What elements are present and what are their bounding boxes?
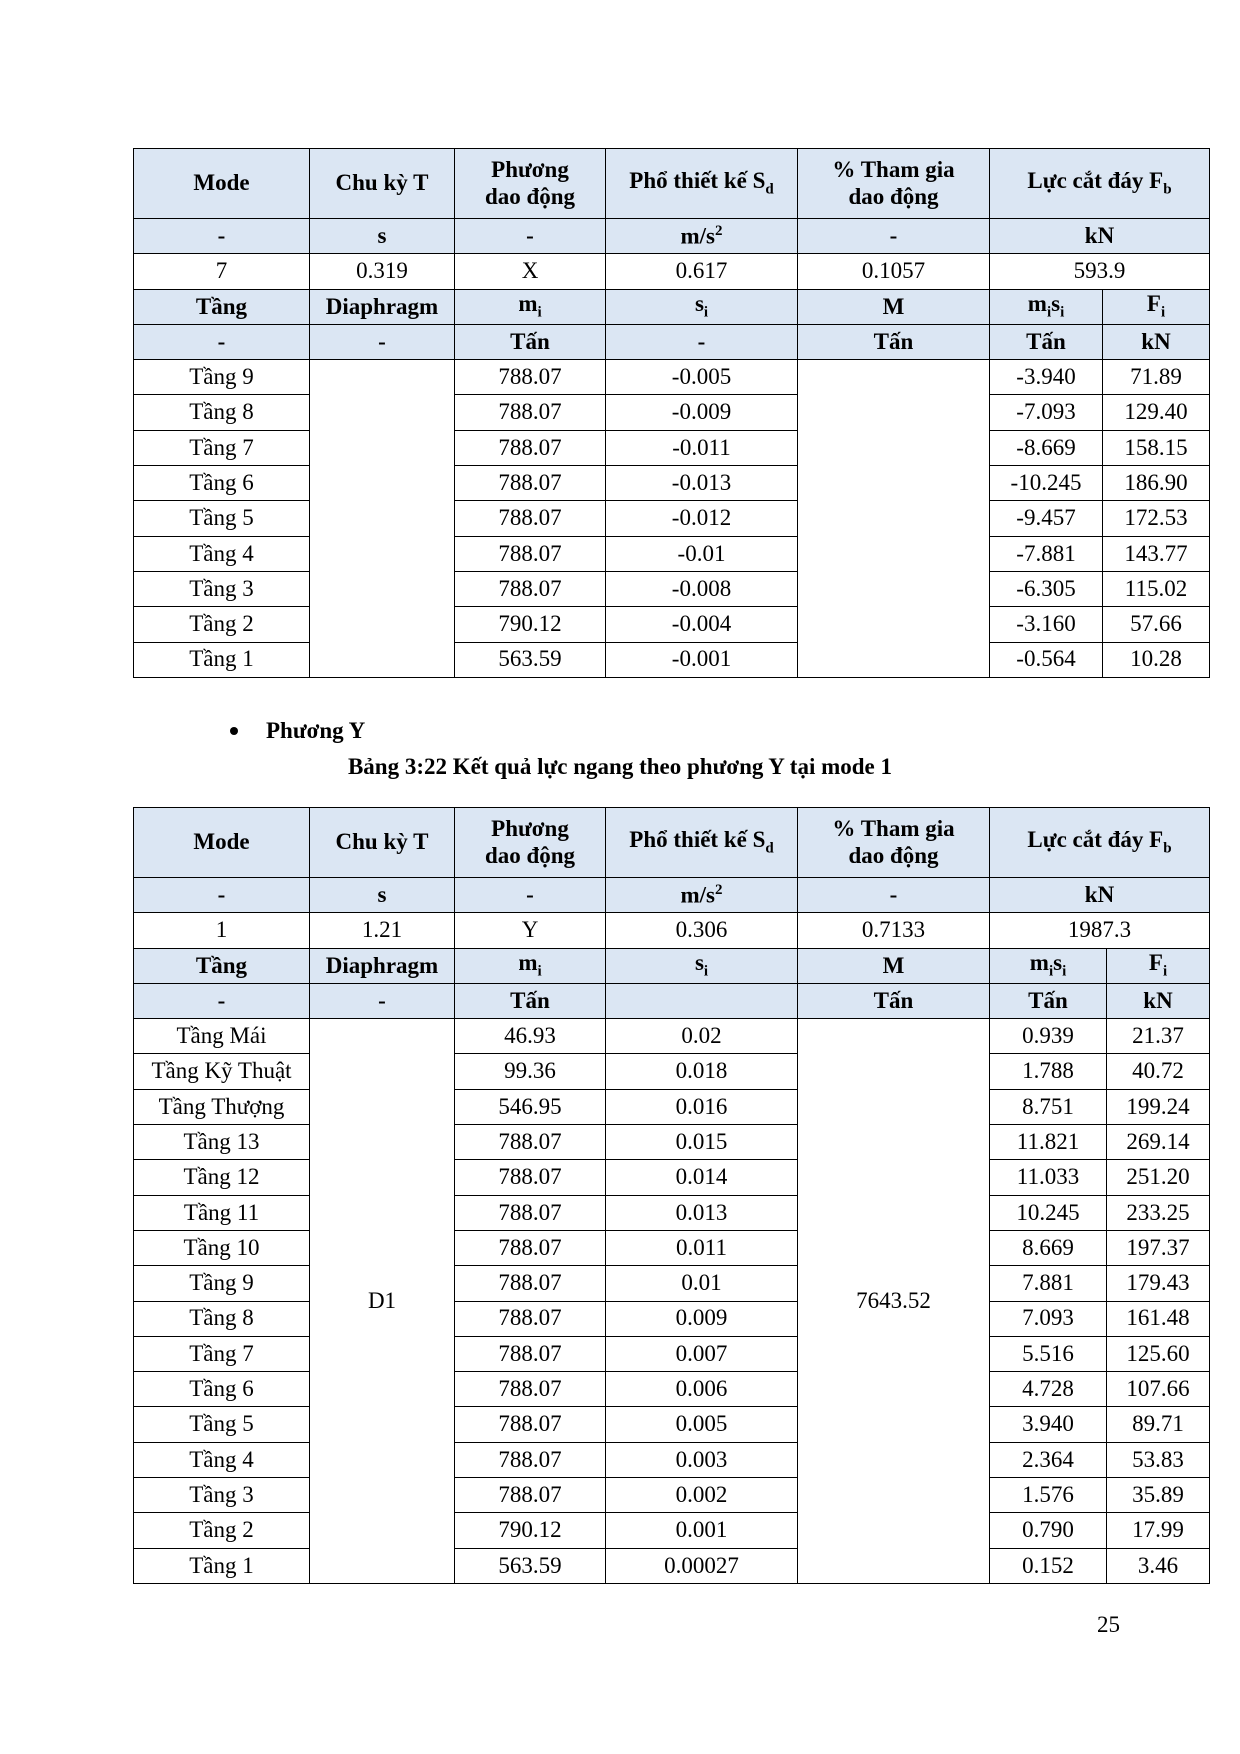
force-cell: 197.37: [1107, 1230, 1210, 1265]
force-cell: 89.71: [1107, 1407, 1210, 1442]
mass-cell: 788.07: [455, 1230, 606, 1265]
misi-cell: -6.305: [990, 571, 1103, 606]
si-cell: 0.01: [606, 1266, 798, 1301]
si-cell: 0.007: [606, 1336, 798, 1371]
floor-cell: Tầng 2: [134, 607, 310, 642]
misi-cell: -3.160: [990, 607, 1103, 642]
force-cell: 129.40: [1103, 395, 1210, 430]
misi-cell: 11.821: [990, 1125, 1107, 1160]
mass-cell: 788.07: [455, 1195, 606, 1230]
table-row: [134, 571, 1210, 606]
page-number: 25: [1097, 1612, 1120, 1637]
mode-7-x-table: [133, 148, 1210, 678]
table-header-row: [134, 808, 1210, 878]
mass-cell: 563.59: [455, 1548, 606, 1583]
misi-cell: 3.940: [990, 1407, 1107, 1442]
table-row: [134, 1478, 1210, 1513]
floor-cell: Tầng 4: [134, 1442, 310, 1477]
misi-cell: 1.576: [990, 1478, 1107, 1513]
floor-cell: Tầng 6: [134, 466, 310, 501]
base-shear-header: Lực cắt đáy $F_b$: [990, 808, 1210, 878]
mass-cell: 788.07: [455, 1372, 606, 1407]
si-cell: -0.005: [606, 360, 798, 395]
force-cell: 71.89: [1103, 360, 1210, 395]
participation-header: % Tham gia dao động: [798, 149, 990, 219]
si-cell: 0.009: [606, 1301, 798, 1336]
spectrum-header: Phổ thiết kế $S_d$: [606, 808, 798, 878]
mass-cell: 788.07: [455, 1407, 606, 1442]
force-cell: 179.43: [1107, 1266, 1210, 1301]
mass-cell: 788.07: [455, 395, 606, 430]
table-row: [134, 1019, 1210, 1054]
mass-cell: 788.07: [455, 1336, 606, 1371]
floor-units-row: - - Tấn Tấn Tấn kN: [134, 983, 1210, 1018]
direction-header: Phương dao động: [455, 808, 606, 878]
misi-cell: 0.790: [990, 1513, 1107, 1548]
misi-cell: 0.152: [990, 1548, 1107, 1583]
mode-header: Mode: [134, 149, 310, 219]
si-cell: -0.011: [606, 430, 798, 465]
mass-cell: 790.12: [455, 607, 606, 642]
si-cell: 0.013: [606, 1195, 798, 1230]
force-cell: 172.53: [1103, 501, 1210, 536]
direction-header: Phương dao động: [455, 149, 606, 219]
force-cell: 269.14: [1107, 1125, 1210, 1160]
force-cell: 57.66: [1103, 607, 1210, 642]
mass-cell: 788.07: [455, 1125, 606, 1160]
force-cell: 35.89: [1107, 1478, 1210, 1513]
table-row: [134, 1160, 1210, 1195]
misi-cell: 11.033: [990, 1160, 1107, 1195]
floor-cell: Tầng 11: [134, 1195, 310, 1230]
misi-cell: -0.564: [990, 642, 1103, 677]
table-row: [134, 607, 1210, 642]
table-row: [134, 1407, 1210, 1442]
table-row: [134, 1266, 1210, 1301]
misi-cell: -9.457: [990, 501, 1103, 536]
misi-cell: 10.245: [990, 1195, 1107, 1230]
si-cell: 0.005: [606, 1407, 798, 1442]
si-cell: -0.008: [606, 571, 798, 606]
units-row: - s - $m/s^2$ - kN: [134, 878, 1210, 913]
mode-header: Mode: [134, 808, 310, 878]
table-row: [134, 1336, 1210, 1371]
force-cell: 115.02: [1103, 571, 1210, 606]
floor-cell: Tầng 8: [134, 395, 310, 430]
force-cell: 199.24: [1107, 1089, 1210, 1124]
table-row: [134, 501, 1210, 536]
mass-cell: 546.95: [455, 1089, 606, 1124]
table-row: [134, 430, 1210, 465]
mass-cell: 788.07: [455, 430, 606, 465]
spectrum-header: Phổ thiết kế $S_d$: [606, 149, 798, 219]
mass-cell: 788.07: [455, 1478, 606, 1513]
total-mass-cell: 7643.52: [798, 1019, 990, 1584]
floor-header-row: Tầng Diaphragm $m_i$ $s_i$ M $m_is_i$ $F_i$: [134, 289, 1210, 324]
table-row: [134, 360, 1210, 395]
force-cell: 3.46: [1107, 1548, 1210, 1583]
floor-cell: Tầng 1: [134, 1548, 310, 1583]
direction-y-bullet: Phương Y: [230, 718, 365, 744]
units-row: - s - $m/s^2$ - kN: [134, 219, 1210, 254]
misi-cell: 4.728: [990, 1372, 1107, 1407]
si-cell: -0.004: [606, 607, 798, 642]
values-row: 7 0.319 X 0.617 0.1057 593.9: [134, 254, 1210, 289]
mode-1-y-table: [133, 807, 1210, 1584]
si-cell: 0.003: [606, 1442, 798, 1477]
table-row: [134, 1442, 1210, 1477]
misi-cell: -10.245: [990, 466, 1103, 501]
si-cell: -0.01: [606, 536, 798, 571]
table-row: [134, 1372, 1210, 1407]
force-cell: 186.90: [1103, 466, 1210, 501]
table-row: [134, 1230, 1210, 1265]
bullet-dot: [230, 727, 238, 735]
mass-cell: 790.12: [455, 1513, 606, 1548]
mass-cell: 788.07: [455, 501, 606, 536]
table-row: [134, 1301, 1210, 1336]
misi-cell: 8.669: [990, 1230, 1107, 1265]
floor-cell: Tầng 9: [134, 1266, 310, 1301]
mass-cell: 788.07: [455, 1442, 606, 1477]
floor-cell: Tầng 8: [134, 1301, 310, 1336]
si-cell: 0.014: [606, 1160, 798, 1195]
values-row: 1 1.21 Y 0.306 0.7133 1987.3: [134, 913, 1210, 948]
misi-cell: -7.881: [990, 536, 1103, 571]
misi-cell: 1.788: [990, 1054, 1107, 1089]
force-cell: 125.60: [1107, 1336, 1210, 1371]
force-cell: 143.77: [1103, 536, 1210, 571]
total-mass-cell: [798, 360, 990, 678]
misi-cell: -7.093: [990, 395, 1103, 430]
floor-header-row: Tầng Diaphragm $m_i$ $s_i$ M $m_is_i$ $F_i$: [134, 948, 1210, 983]
table-row: [134, 1054, 1210, 1089]
floor-cell: Tầng 1: [134, 642, 310, 677]
si-cell: 0.006: [606, 1372, 798, 1407]
table-row: [134, 1125, 1210, 1160]
floor-cell: Tầng Mái: [134, 1019, 310, 1054]
mass-cell: 46.93: [455, 1019, 606, 1054]
floor-cell: Tầng 7: [134, 430, 310, 465]
force-cell: 107.66: [1107, 1372, 1210, 1407]
si-cell: -0.001: [606, 642, 798, 677]
mass-cell: 788.07: [455, 466, 606, 501]
force-cell: 10.28: [1103, 642, 1210, 677]
floor-cell: Tầng 3: [134, 1478, 310, 1513]
misi-cell: -8.669: [990, 430, 1103, 465]
si-cell: -0.013: [606, 466, 798, 501]
si-cell: 0.00027: [606, 1548, 798, 1583]
table-row: [134, 395, 1210, 430]
si-cell: -0.012: [606, 501, 798, 536]
diaphragm-cell: D1: [310, 1019, 455, 1584]
floor-cell: Tầng 5: [134, 501, 310, 536]
table-row: [134, 1548, 1210, 1583]
floor-cell: Tầng 5: [134, 1407, 310, 1442]
table-row: [134, 1195, 1210, 1230]
table-row: [134, 536, 1210, 571]
misi-cell: 5.516: [990, 1336, 1107, 1371]
floor-cell: Tầng 3: [134, 571, 310, 606]
floor-cell: Tầng 9: [134, 360, 310, 395]
period-header: Chu kỳ T: [310, 808, 455, 878]
force-cell: 40.72: [1107, 1054, 1210, 1089]
misi-cell: 7.093: [990, 1301, 1107, 1336]
si-cell: 0.018: [606, 1054, 798, 1089]
misi-cell: 2.364: [990, 1442, 1107, 1477]
table-caption: Bảng 3:22 Kết quả lực ngang theo phương Y tại mode 1: [347, 754, 893, 779]
misi-cell: 7.881: [990, 1266, 1107, 1301]
table-row: [134, 466, 1210, 501]
si-cell: 0.011: [606, 1230, 798, 1265]
force-cell: 251.20: [1107, 1160, 1210, 1195]
table-header-row: [134, 149, 1210, 219]
floor-cell: Tầng Thượng: [134, 1089, 310, 1124]
force-cell: 21.37: [1107, 1019, 1210, 1054]
mass-cell: 563.59: [455, 642, 606, 677]
mass-cell: 788.07: [455, 1301, 606, 1336]
floor-cell: Tầng 13: [134, 1125, 310, 1160]
force-cell: 233.25: [1107, 1195, 1210, 1230]
floor-cell: Tầng 4: [134, 536, 310, 571]
period-header: Chu kỳ T: [310, 149, 455, 219]
mass-cell: 788.07: [455, 360, 606, 395]
floor-cell: Tầng 2: [134, 1513, 310, 1548]
table-row: [134, 1513, 1210, 1548]
mass-cell: 788.07: [455, 1160, 606, 1195]
floor-cell: Tầng Kỹ Thuật: [134, 1054, 310, 1089]
floor-cell: Tầng 12: [134, 1160, 310, 1195]
si-cell: 0.002: [606, 1478, 798, 1513]
force-cell: 158.15: [1103, 430, 1210, 465]
misi-cell: 0.939: [990, 1019, 1107, 1054]
mass-cell: 788.07: [455, 1266, 606, 1301]
floor-cell: Tầng 10: [134, 1230, 310, 1265]
si-cell: 0.015: [606, 1125, 798, 1160]
floor-cell: Tầng 7: [134, 1336, 310, 1371]
misi-cell: 8.751: [990, 1089, 1107, 1124]
table-row: [134, 1089, 1210, 1124]
table-row: [134, 642, 1210, 677]
base-shear-header: Lực cắt đáy $F_b$: [990, 149, 1210, 219]
mass-cell: 788.07: [455, 571, 606, 606]
misi-cell: -3.940: [990, 360, 1103, 395]
floor-cell: Tầng 6: [134, 1372, 310, 1407]
floor-units-row: - - Tấn - Tấn Tấn kN: [134, 324, 1210, 359]
si-cell: -0.009: [606, 395, 798, 430]
force-cell: 161.48: [1107, 1301, 1210, 1336]
force-cell: 17.99: [1107, 1513, 1210, 1548]
mass-cell: 788.07: [455, 536, 606, 571]
mass-cell: 99.36: [455, 1054, 606, 1089]
force-cell: 53.83: [1107, 1442, 1210, 1477]
si-cell: 0.02: [606, 1019, 798, 1054]
diaphragm-cell: [310, 360, 455, 678]
si-cell: 0.016: [606, 1089, 798, 1124]
participation-header: % Tham gia dao động: [798, 808, 990, 878]
si-cell: 0.001: [606, 1513, 798, 1548]
